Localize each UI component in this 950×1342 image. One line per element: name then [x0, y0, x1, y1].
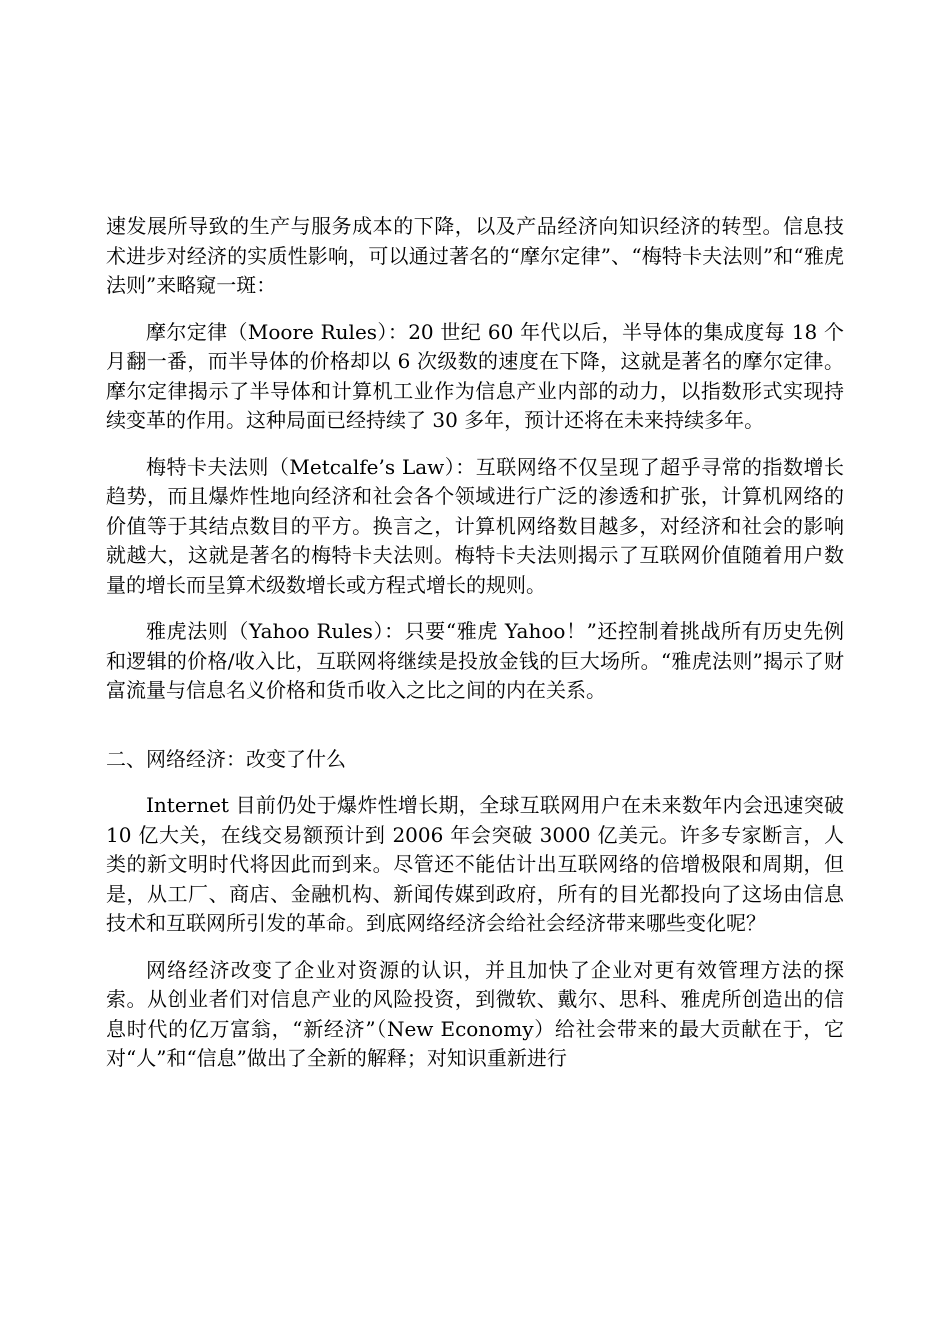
document-body [106, 212, 844, 1074]
paragraph-metcalfe-law: 梅特卡夫法则（Metcalfe’s Law）：互联网络不仅呈现了超乎寻常的指数增长趋势，而且爆炸性地向经济和社会各个领域进行广泛的渗透和扩张，计算机网络的价值等于其结点数目的平方。换言之，计算机网络数目越多，对经济和社会的影响就越大，这就是著名的梅特卡夫法则。梅特卡夫法则揭示了互联网价值随着用户数量的增长而呈算术级数增长或方程式增长的规则。 [106, 454, 844, 597]
paragraph-network-economy: 网络经济改变了企业对资源的认识，并且加快了企业对更有效管理方法的探索。从创业者们对信息产业的风险投资，到微软、戴尔、思科、雅虎所创造出的信息时代的亿万富翁，“新经济”（New Economy）给社会带来的最大贡献在于，它对“人”和“信息”做出了全新的解释；对知识重新进行 [106, 957, 844, 1070]
paragraph-yahoo-rules: 雅虎法则（Yahoo Rules）：只要“雅虎 Yahoo！”还控制着挑战所有历史先例和逻辑的价格/收入比，互联网将继续是投放金钱的巨大场所。“雅虎法则”揭示了财富流量与信息名义价格和货币收入之比之间的内在关系。 [106, 619, 844, 702]
section-heading: 二、网络经济：改变了什么 [106, 746, 346, 771]
paragraph-internet-growth: Internet 目前仍处于爆炸性增长期，全球互联网用户在未来数年内会迅速突破 10 亿大关，在线交易额预计到 2006 年会突破 3000 亿美元。许多专家断言，人类的新文明时代将因此而到来。尽管还不能估计出互联网络的倍增极限和周期，但是，从工厂、商店、金融机构、新闻传媒到政府，所有的目光都投向了这场由信息技术和互联网所引发的革命。到底网络经济会给社会经济带来哪些变化呢？ [106, 793, 844, 935]
paragraph-moore-rules: 摩尔定律（Moore Rules）：20 世纪 60 年代以后，半导体的集成度每 18 个月翻一番，而半导体的价格却以 6 次级数的速度在下降，这就是著名的摩尔定律。摩尔定律揭示了半导体和计算机工业作为信息产业内部的动力，以指数形式实现持续变革的作用。这种局面已经持续了 30 多年，预计还将在未来持续多年。 [106, 319, 844, 432]
paragraph-intro-continued: 速发展所导致的生产与服务成本的下降，以及产品经济向知识经济的转型。信息技术进步对经济的实质性影响，可以通过著名的“摩尔定律”、“梅特卡夫法则”和“雅虎法则”来略窥一斑： [106, 214, 844, 297]
